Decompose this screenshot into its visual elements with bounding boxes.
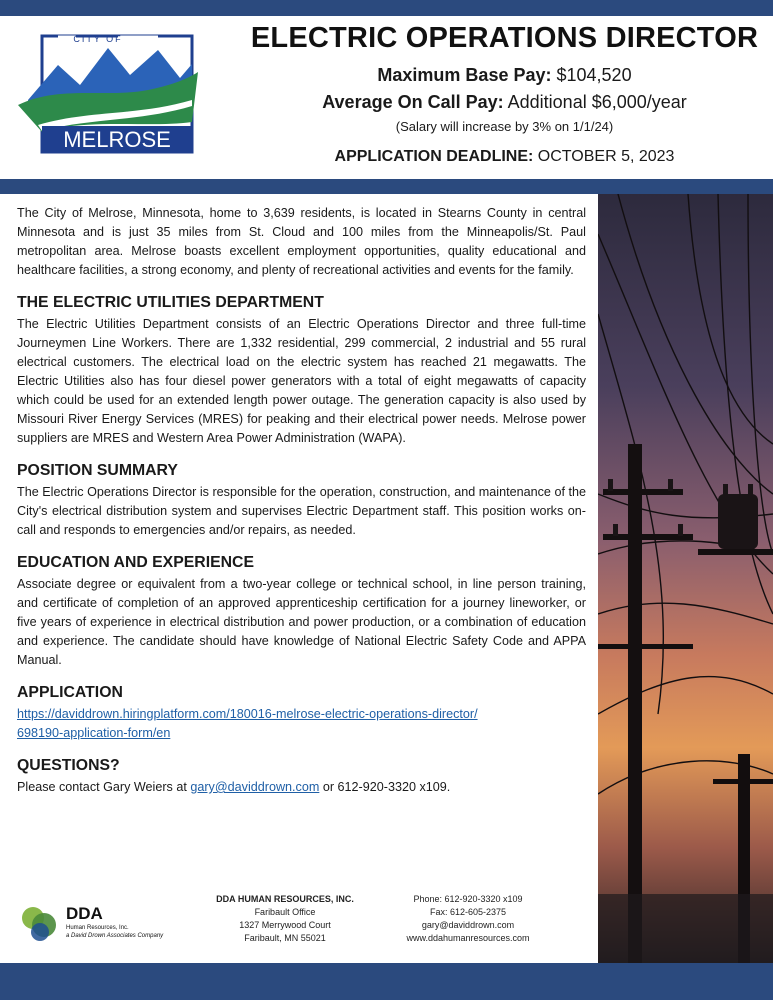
dda-name: DDA bbox=[66, 904, 103, 923]
page-title: ELECTRIC OPERATIONS DIRECTOR bbox=[250, 22, 759, 54]
footer-website[interactable]: www.ddahumanresources.com bbox=[406, 933, 530, 943]
footer-phone: Phone: 612-920-3320 x109 bbox=[413, 894, 523, 904]
application-heading: APPLICATION bbox=[17, 684, 123, 701]
summary-heading: POSITION SUMMARY bbox=[17, 462, 178, 479]
dept-paragraph: The Electric Utilities Department consists of an Electric Operations Director and three full-time Journeymen Line Workers. There are 1,332 residential, 299 commercial, 2 industrial and 55 rural electrical customers. The electrical load on the electric system has reached 21 megawatts. The Electric Utilities also has four diesel power generators with a total of eight megawatts of capacity which could be used for an extended length power outage. The generation capacity is also used by Missouri River Energy Services (MRES) for peaking and their electrical power needs. Melrose power suppliers are MRES and Western Area Power Administration (WAPA). bbox=[17, 317, 586, 445]
footer-address bbox=[200, 893, 370, 945]
street-address: 1327 Merrywood Court bbox=[239, 920, 331, 930]
questions-prefix: Please contact Gary Weiers at bbox=[17, 780, 191, 794]
contact-email-link[interactable]: gary@daviddrown.com bbox=[190, 780, 320, 794]
max-pay-value: $104,520 bbox=[556, 65, 632, 85]
office-name: Faribault Office bbox=[254, 907, 316, 917]
education-paragraph: Associate degree or equivalent from a two-year college or technical school, in line person training, and certificate of completion of an approved apprenticeship certification for a journey lineworker, or five years of experience in electrical distribution and power production, or a combination of education and experience. The candidate should have knowledge of National Electric Safety Code and APPA Manual. bbox=[17, 577, 586, 667]
deadline-value: OCTOBER 5, 2023 bbox=[537, 148, 675, 165]
questions-paragraph bbox=[17, 778, 586, 797]
deadline-label: APPLICATION DEADLINE: bbox=[334, 148, 534, 165]
on-call-value: Additional $6,000/year bbox=[507, 92, 687, 112]
dda-subtitle: Human Resources, Inc. bbox=[66, 925, 129, 931]
education-heading: EDUCATION AND EXPERIENCE bbox=[17, 554, 254, 571]
logo-city-of: CITY OF bbox=[73, 34, 123, 44]
dda-tagline: a David Drown Associates Company bbox=[66, 933, 164, 939]
firm-name: DDA HUMAN RESOURCES, INC. bbox=[216, 894, 354, 904]
on-call-label: Average On Call Pay: bbox=[322, 92, 504, 112]
summary-paragraph: The Electric Operations Director is responsible for the operation, construction, and maintenance of the City's electrical distribution system and supervises Electric Department staff. This position works on-call and responds to emergencies and/or repairs, as needed. bbox=[17, 485, 586, 537]
bottom-bar bbox=[0, 963, 773, 1000]
dda-logo bbox=[20, 898, 190, 948]
top-bar bbox=[0, 0, 773, 16]
application-deadline bbox=[232, 148, 773, 166]
header bbox=[232, 22, 773, 166]
utility-pole-icon bbox=[628, 444, 642, 963]
footer-fax: Fax: 612-605-2375 bbox=[429, 907, 507, 917]
header-divider-bar bbox=[0, 179, 773, 194]
logo-name: MELROSE bbox=[63, 127, 171, 152]
city-state-zip: Faribault, MN 55021 bbox=[244, 933, 326, 943]
questions-suffix: or 612-920-3320 x109. bbox=[319, 780, 451, 794]
application-link-line2[interactable]: 698190-application-form/en bbox=[17, 726, 171, 740]
max-base-pay bbox=[232, 65, 773, 86]
questions-heading: QUESTIONS? bbox=[17, 757, 120, 774]
salary-note: (Salary will increase by 3% on 1/1/24) bbox=[395, 119, 614, 134]
application-link-line1[interactable]: https://daviddrown.hiringplatform.com/180016-melrose-electric-operations-director/ bbox=[17, 707, 478, 721]
max-pay-label: Maximum Base Pay: bbox=[377, 65, 552, 85]
city-of-melrose-logo bbox=[18, 30, 198, 156]
intro-paragraph: The City of Melrose, Minnesota, home to 3,639 residents, is located in Stearns County in central Minnesota and is just 35 miles from St. Cloud and 100 miles from the Minneapolis/St. Paul metropolitan area. Melrose boasts excellent employment opportunities, quality educational and healthcare facilities, a strong economy, and plenty of recreational activities and events for the family. bbox=[17, 206, 586, 277]
on-call-pay bbox=[232, 92, 773, 113]
dept-heading: THE ELECTRIC UTILITIES DEPARTMENT bbox=[17, 294, 324, 311]
main-content bbox=[17, 204, 586, 797]
footer-email[interactable]: gary@daviddrown.com bbox=[421, 920, 515, 930]
footer-contact bbox=[388, 893, 548, 945]
power-lines-photo bbox=[598, 194, 773, 963]
